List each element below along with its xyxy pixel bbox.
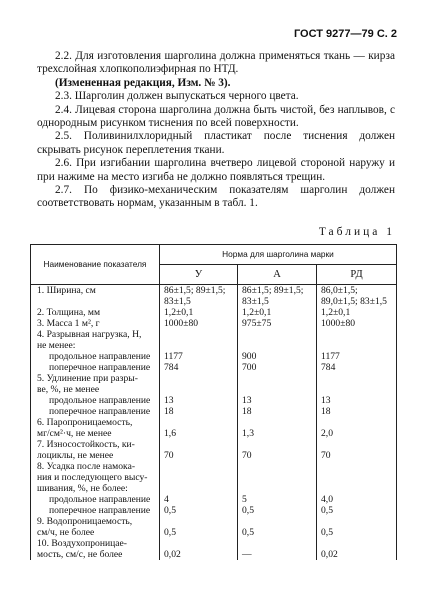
value-a-line: 1,3 (242, 428, 254, 439)
value-u (160, 395, 238, 406)
value-u-line (164, 538, 235, 549)
value-a-line: 975±75 (242, 318, 272, 329)
page-header: ГОСТ 9277—79 С. 2 (293, 28, 397, 40)
value-a (238, 538, 317, 560)
value-u-line (164, 373, 235, 384)
row-name (31, 505, 160, 516)
row-name-line: см/ч, не более (37, 527, 95, 538)
body-text (37, 50, 395, 211)
value-a (238, 494, 317, 505)
row-name (31, 439, 160, 461)
value-u-line: 4 (164, 494, 169, 505)
value-a-line: 5 (242, 494, 247, 505)
header-mark: А (238, 265, 317, 285)
row-name (31, 329, 160, 351)
row-name (31, 406, 160, 417)
header-group: Норма для шарголина марки (160, 245, 397, 265)
row-name (31, 318, 160, 329)
table-caption: Таблица 1 (318, 226, 395, 238)
row-name-line: поперечное направление (49, 406, 151, 417)
value-a-line (242, 439, 314, 450)
row-name-line: продольное направление (49, 494, 151, 505)
row-name-line: 8. Усадка после намока- (37, 461, 136, 472)
row-name-line: не менее: (37, 340, 76, 351)
table-row (31, 351, 397, 362)
row-name-line: лоциклы, не менее (37, 450, 114, 461)
value-u-line: 18 (164, 406, 174, 417)
header-param: Наименование показателя (31, 245, 160, 285)
value-rd (317, 351, 397, 362)
table-row (31, 395, 397, 406)
value-rd-line: 70 (321, 450, 331, 461)
value-u-line: 1,6 (164, 428, 176, 439)
value-rd-line: 0,02 (321, 549, 338, 560)
value-rd-line: 0,5 (321, 527, 333, 538)
value-u-line (164, 417, 235, 428)
value-rd-line: 784 (321, 362, 336, 373)
value-a-line (242, 417, 314, 428)
value-a-line: 700 (242, 362, 257, 373)
table-row (31, 461, 397, 494)
value-a (238, 461, 317, 494)
value-a-line (242, 461, 314, 472)
value-rd (317, 538, 397, 560)
value-a (238, 373, 317, 395)
row-name-line: 2. Толщина, мм (37, 307, 101, 318)
row-name-line: мг/см²·ч, не менее (37, 428, 112, 439)
table-row (31, 494, 397, 505)
row-name (31, 461, 160, 494)
row-name-line: 1. Ширина, см (37, 285, 96, 296)
value-rd (317, 329, 397, 351)
value-a-line (242, 373, 314, 384)
table-row (31, 538, 397, 560)
value-u-line: 86±1,5; 89±1,5; (164, 285, 226, 296)
value-a-line: 83±1,5 (242, 296, 269, 307)
value-rd-line: 0,5 (321, 505, 333, 516)
value-a (238, 395, 317, 406)
table-row (31, 406, 397, 417)
value-u-line (164, 461, 235, 472)
row-name-line: 5. Удлинение при разры- (37, 373, 138, 384)
table-row (31, 329, 397, 351)
row-name (31, 538, 160, 560)
value-a (238, 516, 317, 538)
value-u (160, 373, 238, 395)
row-name (31, 516, 160, 538)
value-u (160, 417, 238, 439)
row-name (31, 395, 160, 406)
value-rd (317, 307, 397, 318)
row-name (31, 417, 160, 439)
value-a-line: 900 (242, 351, 257, 362)
paragraph: 2.5. Поливинилхлоридный пластикат после тиснения должен скрывать рисунок переплетения ткани. (37, 130, 395, 156)
table-row (31, 373, 397, 395)
value-u-line: 784 (164, 362, 179, 373)
value-u (160, 285, 238, 308)
value-rd-line (321, 329, 394, 340)
value-rd-line (321, 417, 394, 428)
row-name-line: 3. Масса 1 м², г (37, 318, 100, 329)
row-name-line: 10. Воздухопроницае- (37, 538, 127, 549)
value-a (238, 417, 317, 439)
value-u (160, 307, 238, 318)
table-row (31, 362, 397, 373)
value-rd-line: 2,0 (321, 428, 333, 439)
value-u-line: 83±1,5 (164, 296, 191, 307)
row-name-line: 9. Водопроницаемость, (37, 516, 133, 527)
paragraph: 2.3. Шарголин должен выпускаться черного цвета. (55, 90, 299, 103)
value-rd (317, 461, 397, 494)
norms-table (30, 244, 397, 560)
value-a-line (242, 329, 314, 340)
value-a (238, 318, 317, 329)
value-rd-line: 13 (321, 395, 331, 406)
row-name-line: 7. Износостойкость, ки- (37, 439, 135, 450)
value-rd (317, 516, 397, 538)
value-u-line: 0,5 (164, 505, 176, 516)
table-row (31, 439, 397, 461)
value-a (238, 362, 317, 373)
value-u-line: 1,2±0,1 (164, 307, 194, 318)
row-name-line: 4. Разрывная нагрузка, Н, (37, 329, 142, 340)
value-rd-line: 18 (321, 406, 331, 417)
value-u-line: 70 (164, 450, 174, 461)
row-name (31, 362, 160, 373)
value-rd (317, 494, 397, 505)
row-name-line: поперечное направление (49, 505, 151, 516)
value-rd-line: 89,0±1,5; 83±1,5 (321, 296, 387, 307)
value-rd (317, 285, 397, 308)
paragraph: (Измененная редакция, Изм. № 3). (55, 76, 231, 89)
value-a-line (242, 516, 314, 527)
value-u (160, 538, 238, 560)
row-name (31, 494, 160, 505)
row-name-line: поперечное направление (49, 362, 151, 373)
row-name-line: продольное направление (49, 395, 151, 406)
value-a-line: — (242, 549, 252, 560)
value-u-line (164, 329, 235, 340)
value-rd-line: 4,0 (321, 494, 333, 505)
table-row (31, 505, 397, 516)
value-u (160, 439, 238, 461)
row-name (31, 373, 160, 395)
value-rd-line: 1,2±0,1 (321, 307, 351, 318)
table-row (31, 516, 397, 538)
row-name-line: шивания, %, не более: (37, 483, 128, 494)
value-a-line: 86±1,5; 89±1,5; (242, 285, 304, 296)
value-a-line: 70 (242, 450, 252, 461)
value-rd (317, 406, 397, 417)
value-rd (317, 318, 397, 329)
value-u (160, 362, 238, 373)
row-name (31, 351, 160, 362)
value-a (238, 307, 317, 318)
value-rd-line (321, 538, 394, 549)
value-u-line: 13 (164, 395, 174, 406)
value-rd-line: 1177 (321, 351, 340, 362)
value-u (160, 505, 238, 516)
value-rd-line: 1000±80 (321, 318, 356, 329)
value-a (238, 406, 317, 417)
header-mark: У (160, 265, 238, 285)
value-u (160, 318, 238, 329)
value-a (238, 329, 317, 351)
row-name-line: продольное направление (49, 351, 151, 362)
row-name (31, 307, 160, 318)
value-rd-line: 86,0±1,5; (321, 285, 358, 296)
value-u (160, 461, 238, 494)
value-rd-line (321, 439, 394, 450)
value-rd (317, 505, 397, 516)
value-a (238, 351, 317, 362)
value-u (160, 329, 238, 351)
paragraph: 2.6. При изгибании шарголина вчетверо лицевой стороной наружу и при нажиме на место изгиба не должно появляться трещин. (37, 157, 395, 183)
value-a-line: 13 (242, 395, 252, 406)
value-rd-line (321, 461, 394, 472)
paragraph: 2.4. Лицевая сторона шарголина должна быть чистой, без наплывов, с однородным рисунком тиснения по всей поверхности. (37, 103, 395, 130)
value-u-line: 1177 (164, 351, 183, 362)
value-a-line: 0,5 (242, 505, 254, 516)
value-u (160, 516, 238, 538)
value-rd (317, 362, 397, 373)
value-a-line: 1,2±0,1 (242, 307, 272, 318)
value-a (238, 505, 317, 516)
value-u (160, 494, 238, 505)
value-u-line: 0,5 (164, 527, 176, 538)
row-name-line: ния и последующего высу- (37, 472, 148, 483)
value-a-line: 18 (242, 406, 252, 417)
table-row (31, 318, 397, 329)
value-a-line (242, 538, 314, 549)
value-u-line (164, 516, 235, 527)
value-a (238, 439, 317, 461)
table-row (31, 307, 397, 318)
value-u-line: 1000±80 (164, 318, 199, 329)
row-name-line: мость, см/с, не более (37, 549, 123, 560)
value-rd-line (321, 373, 394, 384)
row-name (31, 285, 160, 308)
value-a-line: 0,5 (242, 527, 254, 538)
value-rd (317, 439, 397, 461)
paragraph: 2.2. Для изготовления шарголина должна применяться ткань — кирза трехслойная хлопкополиэфирная по НТД. (37, 50, 395, 76)
value-u (160, 406, 238, 417)
table-row (31, 285, 397, 308)
header-mark: РД (317, 265, 397, 285)
row-name-line: 6. Паропроницаемость, (37, 417, 133, 428)
value-rd (317, 373, 397, 395)
value-u-line (164, 439, 235, 450)
value-rd (317, 395, 397, 406)
value-u-line: 0,02 (164, 549, 181, 560)
value-rd (317, 417, 397, 439)
value-a (238, 285, 317, 308)
table-row (31, 417, 397, 439)
row-name-line: ве, %, не менее (37, 384, 100, 395)
paragraph: 2.7. По физико-механическим показателям шарголин должен соответствовать нормам, указанным в табл. 1. (37, 184, 395, 210)
value-u (160, 351, 238, 362)
value-rd-line (321, 516, 394, 527)
